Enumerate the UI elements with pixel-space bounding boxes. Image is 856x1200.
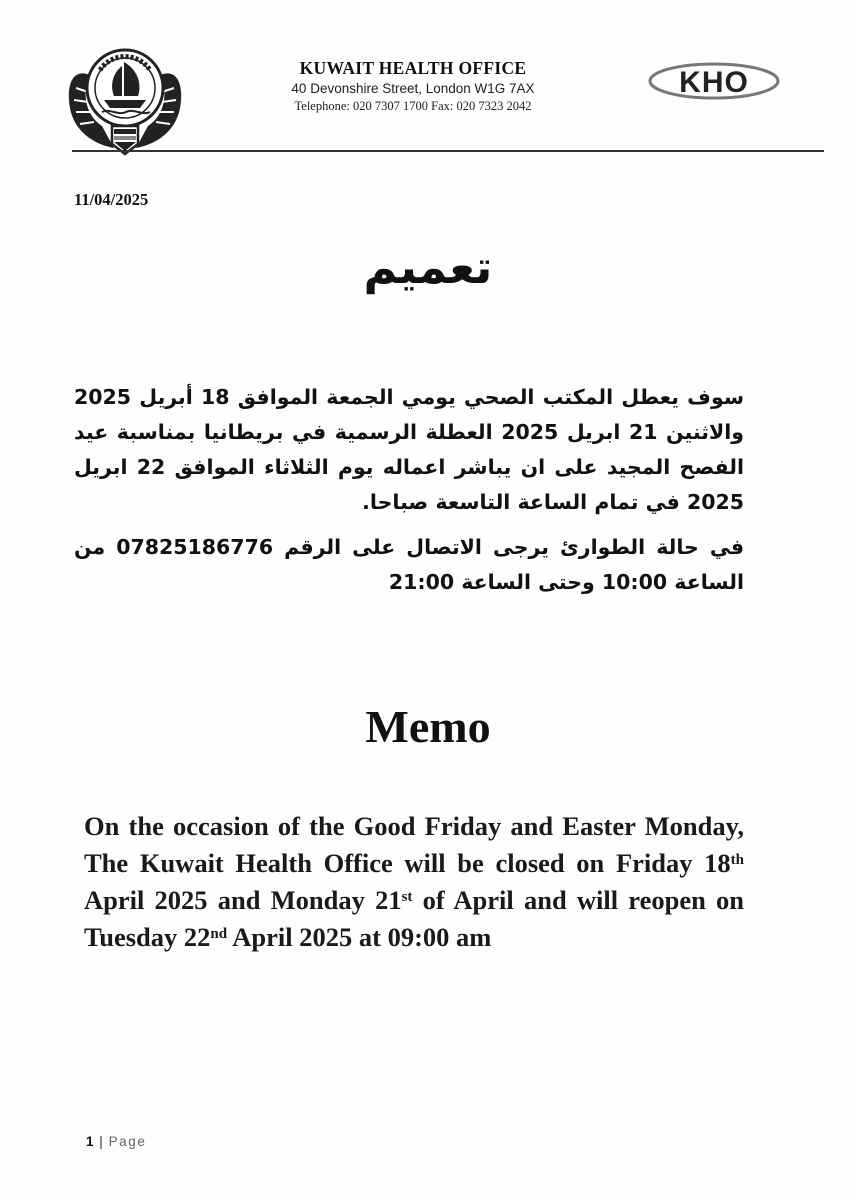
english-body xyxy=(84,808,744,956)
english-text: of April and will reopen on Tuesday 22 xyxy=(84,885,744,952)
ordinal-suffix: th xyxy=(730,851,744,868)
arabic-paragraph-closure: سوف يعطل المكتب الصحي يومي الجمعة الموافق 18 أبريل 2025 والاثنين 21 ابريل 2025 العطلة الرسمية في بريطانيا بمناسبة عيد الفصح المجيد على ان يباشر اعماله يوم الثلاثاء الموافق 22 ابريل 2025 في تمام الساعة التاسعة صباحا. xyxy=(74,385,745,514)
page-footer xyxy=(86,1134,147,1149)
letterhead xyxy=(248,58,578,114)
memo-date: 11/04/2025 xyxy=(74,190,149,209)
kuwait-emblem-icon xyxy=(62,26,188,156)
page-label: Page xyxy=(108,1134,147,1149)
kho-logo-icon xyxy=(646,60,782,102)
arabic-body xyxy=(74,380,744,610)
english-text: April 2025 at 09:00 am xyxy=(227,922,492,952)
english-text: April 2025 and Monday 21 xyxy=(84,885,402,915)
header-divider xyxy=(72,150,824,152)
footer-separator: | xyxy=(99,1134,103,1149)
memo-title: Memo xyxy=(365,701,491,752)
kho-logo-text: KHO xyxy=(679,66,749,99)
page-number: 1 xyxy=(86,1134,94,1149)
organization-name: KUWAIT HEALTH OFFICE xyxy=(299,58,527,78)
english-text: On the occasion of the Good Friday and Easter Monday, The Kuwait Health Office will be closed on Friday 18 xyxy=(84,811,744,878)
organization-phone: Telephone: 020 7307 1700 Fax: 020 7323 2042 xyxy=(294,99,532,113)
ordinal-suffix: nd xyxy=(210,925,228,942)
ordinal-suffix: st xyxy=(401,888,413,905)
arabic-title: تعميم xyxy=(363,240,493,294)
organization-address: 40 Devonshire Street, London W1G 7AX xyxy=(291,81,535,96)
arabic-paragraph-emergency: في حالة الطوارئ يرجى الاتصال على الرقم 07825186776 من الساعة 10:00 وحتى الساعة 21:00 xyxy=(74,535,744,594)
